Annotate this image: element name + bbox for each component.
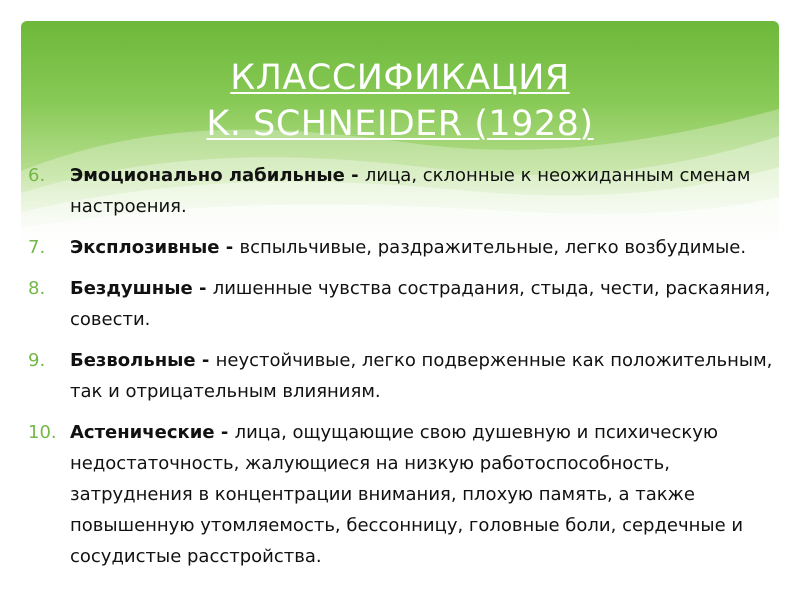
list-item [28, 232, 778, 263]
list-term: Эмоционально лабильные [70, 165, 345, 186]
list-description: лица, склонные к неожиданным сменам настроения. [70, 165, 751, 217]
list-item [28, 273, 778, 335]
list-description: лишенные чувства сострадания, стыда, чести, раскаяния, совести. [70, 278, 771, 330]
list-number: 7. [28, 237, 46, 258]
list-separator: - [192, 278, 213, 299]
list-item [28, 160, 778, 222]
list-separator: - [214, 422, 235, 443]
title-line-1: КЛАССИФИКАЦИЯ [230, 58, 570, 98]
list-description: лица, ощущающие свою душевную и психическую недостаточность, жалующиеся на низкую работоспособность, затруднения в концентрации внимания, плохую память, а также повышенную утомляемость, бессонницу, головные боли, сердечные и сосудистые расстройства. [70, 422, 744, 567]
list-description: вспыльчивые, раздражительные, легко возбудимые. [239, 237, 747, 258]
list-term: Эксплозивные [70, 237, 220, 258]
list-item [28, 417, 778, 572]
list-number: 8. [28, 278, 46, 299]
list-number: 6. [28, 165, 46, 186]
list-number: 9. [28, 350, 46, 371]
list-term: Бездушные [70, 278, 193, 299]
title-line-2: K. SCHNEIDER (1928) [206, 104, 594, 144]
list-item [28, 345, 778, 407]
list-term: Безвольные [70, 350, 196, 371]
list-term: Астенические [70, 422, 215, 443]
slide-title [21, 55, 779, 147]
list-separator: - [219, 237, 240, 258]
list-number: 10. [28, 422, 57, 443]
classification-list [28, 160, 778, 582]
list-separator: - [195, 350, 216, 371]
list-separator: - [344, 165, 365, 186]
list-description: неустойчивые, легко подверженные как положительным, так и отрицательным влияниям. [70, 350, 773, 402]
